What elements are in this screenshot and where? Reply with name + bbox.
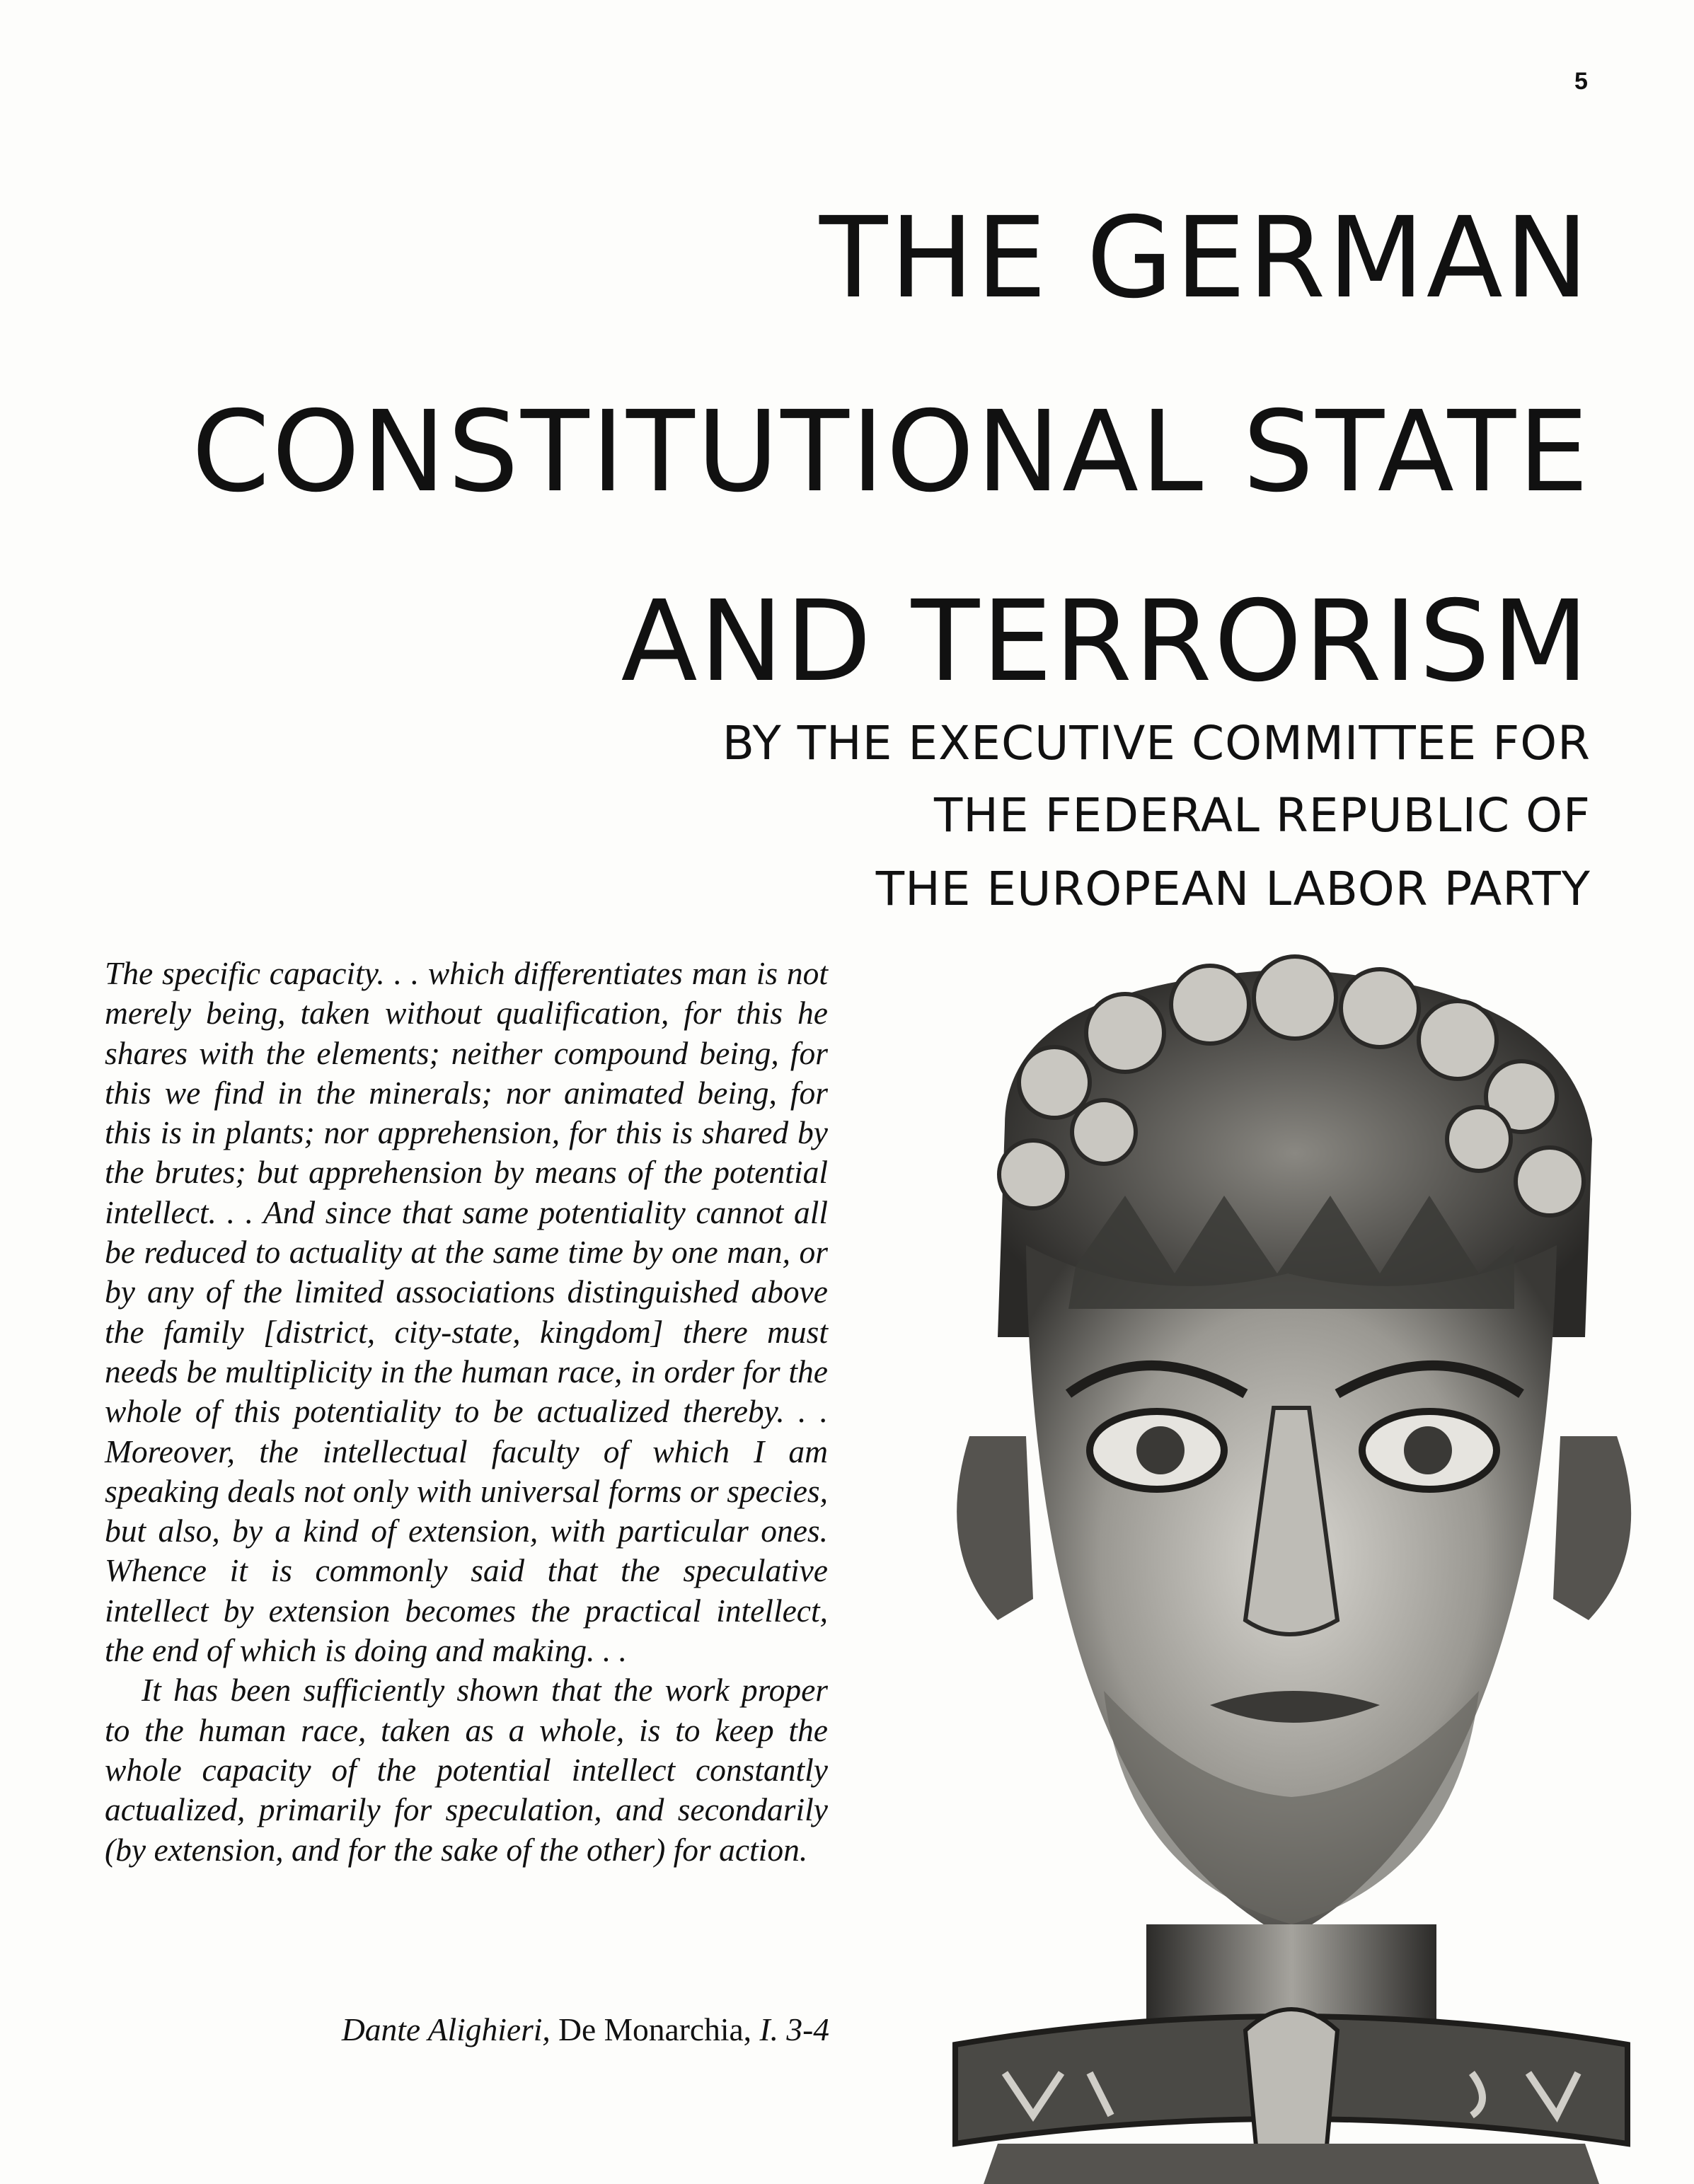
title-line-3: AND TERRORISM: [621, 577, 1591, 707]
byline-line-1: BY THE EXECUTIVE COMMITTEE FOR: [722, 716, 1591, 770]
quote-paragraph-1: The specific capacity. . . which differentiates man is not merely being, taken without qualification, for this he shares with the elements; neither compound being, for this we find in the minerals; nor animated being, for this is in plants; nor apprehension, for this is shared by the brutes; but apprehension by means of the potential intellect. . . And since that same potentiality cannot all be reduced to actuality at the same time by one man, or by any of the limited associations distinguished above the family [district, city-state, kingdom] there must needs be multiplicity in the human race, in order for the whole of this potentiality to be actualized thereby. . . Moreover, the intellectual faculty of which I am speaking deals not only with universal forms or species, but also, by a kind of extension, with particular ones. Whence it is commonly said that the speculative intellect by extension becomes the practical intellect, the end of which is doing and making. . .: [105, 955, 828, 1669]
page-number: 5: [1574, 68, 1588, 95]
sculpted-head-image: [892, 941, 1694, 2184]
attribution-author: Dante Alighieri,: [341, 2011, 551, 2047]
byline-line-2: THE FEDERAL REPUBLIC OF: [933, 788, 1591, 843]
byline-line-3: THE EUROPEAN LABOR PARTY: [875, 862, 1591, 916]
title-line-2: CONSTITUTIONAL STATE: [191, 387, 1591, 517]
attribution-work: De Monarchia,: [558, 2011, 752, 2047]
quote-attribution: [342, 2011, 829, 2048]
title-line-1: THE GERMAN: [819, 193, 1591, 323]
attribution-reference: I. 3-4: [759, 2011, 829, 2047]
epigraph-quote: [105, 954, 828, 1870]
quote-paragraph-2: It has been sufficiently shown that the work proper to the human race, taken as a whole, is to keep the whole capacity of the potential intellect constantly actualized, primarily for speculation, and secondarily (by extension, and for the sake of the other) for action.: [105, 1672, 828, 1868]
